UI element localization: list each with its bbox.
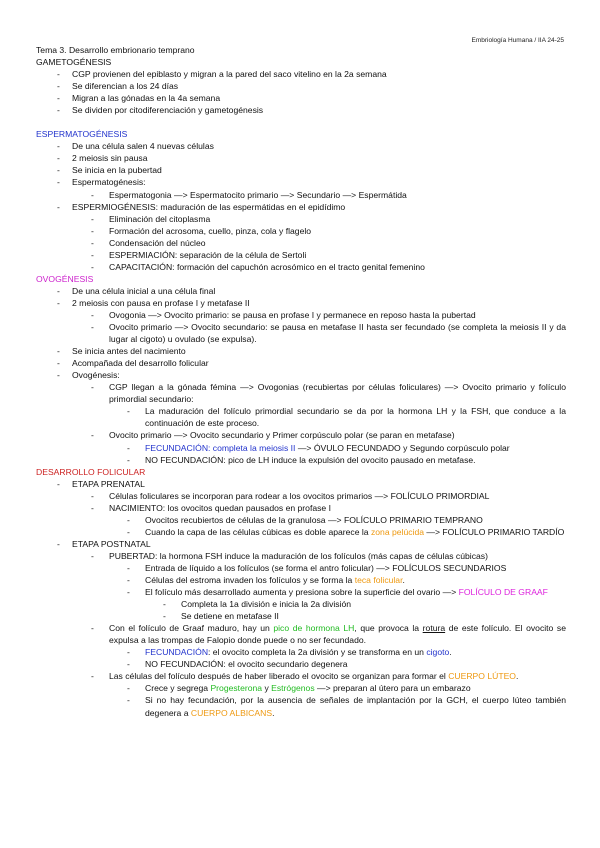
- list-item: - CAPACITACIÓN: formación del capuchón acrosómico en el tracto genital femenino: [91, 261, 425, 272]
- heading-gametogenesis: GAMETOGÉNESIS: [36, 57, 112, 68]
- list-item: - Células foliculares se incorporan para rodear a los ovocitos primarios —> FOLÍCULO PRIMORDIAL: [91, 490, 490, 501]
- list-item: - 2 meiosis con pausa en profase I y metafase II: [57, 297, 250, 308]
- list-item: - FECUNDACIÓN: el ovocito completa la 2a división y se transforma en un cigoto.: [127, 647, 452, 658]
- list-item: - Se dividen por citodiferenciación y gametogénesis: [57, 105, 264, 116]
- heading-ovogenesis: OVOGÉNESIS: [36, 273, 94, 284]
- list-item: - Ovocitos recubiertos de células de la granulosa —> FOLÍCULO PRIMARIO TEMPRANO: [127, 514, 483, 525]
- list-item: - NACIMIENTO: los ovocitos quedan pausados en profase I: [91, 502, 331, 513]
- list-item: - ESPERMIACIÓN: separación de la célula de Sertoli: [91, 249, 307, 260]
- list-item: - Ovocito primario —> Ovocito secundario: se pausa en metafase II hasta ser fecundado (se completa la meiosis II y da lugar al cigoto) u ovulado (se expulsa).: [91, 322, 566, 345]
- list-item: - Espermatogonia —> Espermatocito primario —> Secundario —> Espermátida: [91, 189, 407, 200]
- list-item: - Entrada de líquido a los folículos (se forma el antro folicular) —> FOLÍCULOS SECUNDARIOS: [127, 562, 507, 573]
- list-item: - Se detiene en metafase II: [163, 611, 279, 622]
- list-item: - Formación del acrosoma, cuello, pinza, cola y flagelo: [91, 225, 312, 236]
- list-item: - ESPERMIOGÉNESIS: maduración de las espermátidas en el epidídimo: [57, 201, 346, 212]
- highlight-cuerpo-albicans: CUERPO ALBICANS: [190, 707, 273, 718]
- highlight-foliculo-graaf: FOLÍCULO DE GRAAF: [458, 587, 548, 598]
- list-item: - Espermatogénesis:: [57, 177, 146, 188]
- heading-espermatogenesis: ESPERMATOGÉNESIS: [36, 129, 128, 140]
- list-item: - FECUNDACIÓN: completa la meiosis II —> ÓVULO FECUNDADO y Segundo corpúsculo polar: [127, 442, 510, 453]
- document-body: [36, 44, 566, 719]
- list-item: - Ovogénesis:: [57, 370, 120, 381]
- list-item: - Células del estroma invaden los folículos y se forma la teca folicular.: [127, 575, 405, 586]
- list-item: - Acompañada del desarrollo folicular: [57, 358, 209, 369]
- list-item: - ETAPA PRENATAL: [57, 478, 145, 489]
- highlight-teca-folicular: teca folicular: [354, 575, 403, 586]
- list-item: - ETAPA POSTNATAL: [57, 538, 151, 549]
- list-item: - La maduración del folículo primordial secundario se da por la hormona LH y la FSH, que conduce a la continuación de este proceso.: [127, 406, 566, 429]
- list-item: - De una célula inicial a una célula final: [57, 285, 216, 296]
- list-item: - De una célula salen 4 nuevas células: [57, 141, 214, 152]
- list-item: - Condensación del núcleo: [91, 237, 206, 248]
- list-item: - Si no hay fecundación, por la ausencia de señales de implantación por la GCH, el cuerpo lúteo también degenera a CUERPO ALBICANS.: [127, 695, 566, 718]
- highlight-estrogenos: Estrógenos: [271, 683, 315, 694]
- list-item: - NO FECUNDACIÓN: pico de LH induce la expulsión del ovocito pausado en metafase.: [127, 454, 476, 465]
- list-item: - Se inicia en la pubertad: [57, 165, 162, 176]
- list-item: - Migran a las gónadas en la 4a semana: [57, 93, 221, 104]
- highlight-cigoto: cigoto: [426, 647, 450, 658]
- highlight-fecundacion: FECUNDACIÓN: [145, 647, 209, 658]
- list-item: - NO FECUNDACIÓN: el ovocito secundario degenera: [127, 659, 348, 670]
- highlight-progesterona: Progesterona: [210, 683, 263, 694]
- highlight-fecundacion: FECUNDACIÓN: completa la meiosis II: [145, 442, 296, 453]
- list-item: - Crece y segrega Progesterona y Estrógenos —> preparan al útero para un embarazo: [127, 683, 471, 694]
- list-item: - El folículo más desarrollado aumenta y presiona sobre la superficie del ovario —> FOLÍCULO DE GRAAF: [127, 587, 548, 598]
- running-header: Embriología Humana / IIA 24-25: [471, 37, 564, 44]
- heading-desarrollo-folicular: DESARROLLO FOLICULAR: [36, 466, 146, 477]
- list-item: - Con el folículo de Graaf maduro, hay un pico de hormona LH, que provoca la rotura de este folículo. El ovocito se expulsa a las trompas de Falopio donde puede o no ser fecundado.: [91, 623, 566, 646]
- list-item: - CGP provienen del epiblasto y migran a la pared del saco vitelino en la 2a semana: [57, 69, 387, 80]
- highlight-zona-pelucida: zona pelúcida: [370, 526, 425, 537]
- highlight-pico-lh: pico de hormona LH: [273, 623, 355, 634]
- list-item: - Eliminación del citoplasma: [91, 213, 211, 224]
- list-item: - Se inicia antes del nacimiento: [57, 346, 186, 357]
- document-title: Tema 3. Desarrollo embrionario temprano: [36, 45, 195, 55]
- list-item: - Ovocito primario —> Ovocito secundario y Primer corpúsculo polar (se paran en metafase): [91, 430, 455, 441]
- highlight-cuerpo-luteo: CUERPO LÚTEO: [448, 671, 516, 682]
- list-item: - PUBERTAD: la hormona FSH induce la maduración de los folículos (más capas de células cúbicas): [91, 550, 488, 561]
- list-item: - CGP llegan a la gónada fémina —> Ovogonias (recubiertas por células foliculares) —> Ovocito primario y folículo primordial secundario:: [91, 382, 566, 405]
- list-item: - 2 meiosis sin pausa: [57, 153, 148, 164]
- underline-rotura: rotura: [422, 623, 446, 634]
- list-item: - Cuando la capa de las células cúbicas es doble aparece la zona pelúcida —> FOLÍCULO PRIMARIO TARDÍO: [127, 526, 565, 537]
- list-item: - Ovogonia —> Ovocito primario: se pausa en profase I y permanece en reposo hasta la pubertad: [91, 309, 476, 320]
- list-item: - Las células del folículo después de haber liberado el ovocito se organizan para formar el CUERPO LÚTEO.: [91, 671, 519, 682]
- list-item: - Completa la 1a división e inicia la 2a división: [163, 599, 352, 610]
- list-item: - Se diferencian a los 24 días: [57, 81, 179, 92]
